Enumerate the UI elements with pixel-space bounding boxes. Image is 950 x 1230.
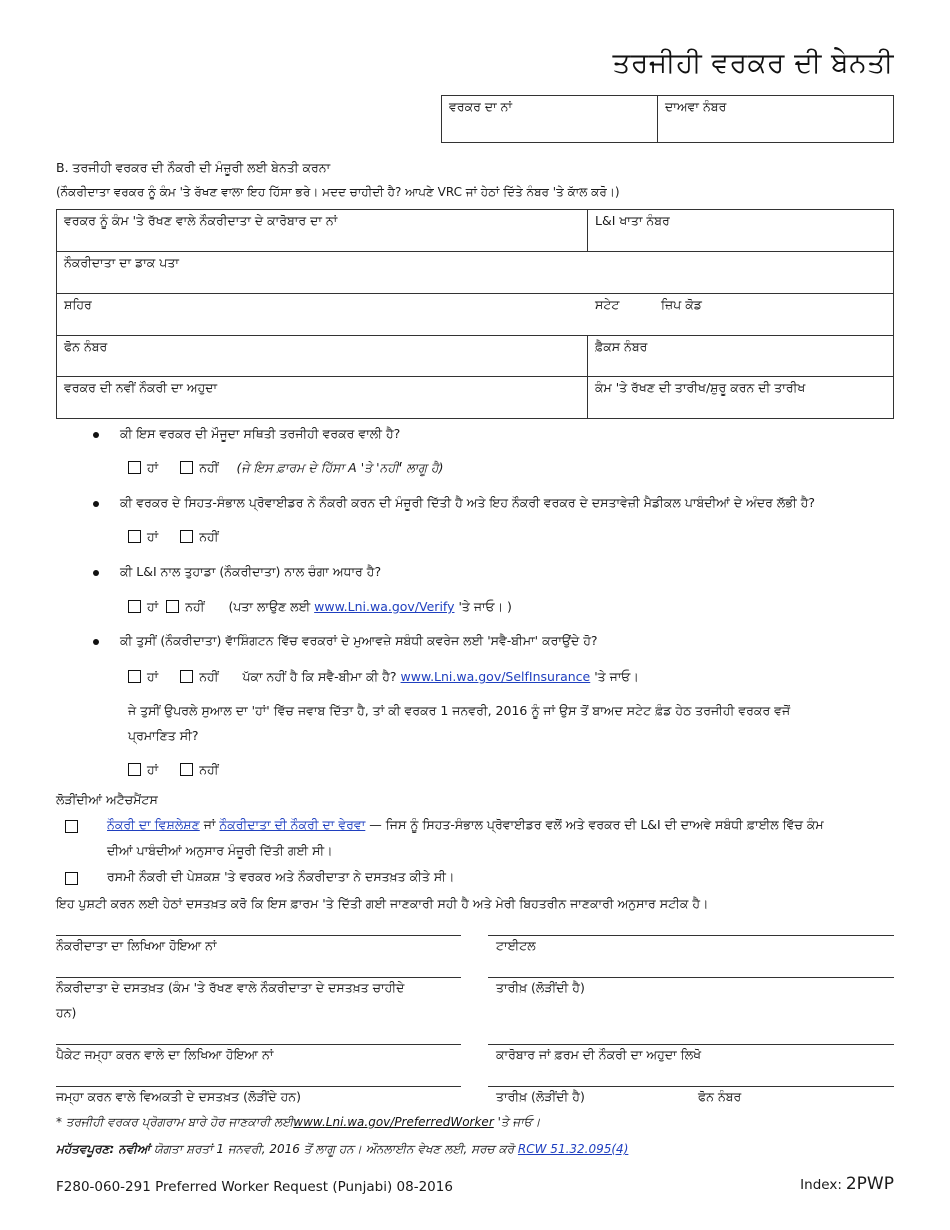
zip-label: ਜ਼ਿਪ ਕੋਡ — [661, 297, 702, 312]
date-field-1[interactable]: ਤਾਰੀਖ਼ (ਲੋੜੀਂਦੀ ਹੈ) — [496, 980, 585, 995]
li-account-label: L&I ਖਾਤਾ ਨੰਬਰ — [595, 213, 670, 228]
hire-date-label: ਕੰਮ 'ਤੇ ਰੱਖਣ ਦੀ ਤਾਰੀਖ/ਸ਼ੁਰੂ ਕਰਨ ਦੀ ਤਾਰੀਖ — [595, 380, 806, 395]
important-text: ਯੋਗਤਾ ਸ਼ਰਤਾਂ 1 ਜਨਵਰੀ, 2016 ਤੋਂ ਲਾਗੂ ਹਨ। ਔਨਲਾਈਨ ਵੇਖਣ ਲਈ, ਸਰਚ ਕਰੋ — [153, 1142, 515, 1156]
q1-yes-label: ਹਾਂ — [147, 460, 159, 475]
hire-date-field[interactable] — [588, 377, 894, 419]
q4-yes-label: ਹਾਂ — [147, 669, 159, 684]
question-2: ਕੀ ਵਰਕਰ ਦੇ ਸਿਹਤ-ਸੰਭਾਲ ਪ੍ਰੋਵਾਈਡਰ ਨੇ ਨੌਕਰੀ ਕਰਨ ਦੀ ਮੰਜ਼ੂਰੀ ਦਿੱਤੀ ਹੈ ਅਤੇ ਇਹ ਨੌਕਰੀ ਵਰਕਰ ਦੇ ਦਸਤਾਵੇਜ਼ੀ ਮੈਡੀਕਲ ਪਾਬੰਦੀਆਂ ਦੇ ਅੰਦਰ ਲੱਭੀ ਹੈ? — [120, 495, 816, 510]
question-5-line-2: ਪ੍ਰਮਾਣਿਤ ਸੀ? — [128, 728, 199, 743]
divider — [488, 977, 894, 978]
q4-no-label: ਨਹੀਂ — [199, 669, 219, 684]
job-description-link[interactable]: ਨੌਕਰੀਦਾਤਾ ਦੀ ਨੌਕਰੀ ਦਾ ਵੇਰਵਾ — [219, 817, 366, 832]
job-title-label: ਵਰਕਰ ਦੀ ਨਵੀਂ ਨੌਕਰੀ ਦਾ ਅਹੁਦਾ — [64, 380, 218, 395]
index-label: Index: — [800, 1177, 842, 1193]
employer-signature-field[interactable]: ਨੌਕਰੀਦਾਤਾ ਦੇ ਦਸਤਖ਼ਤ (ਕੰਮ 'ਤੇ ਰੱਖਣ ਵਾਲੇ ਨੌਕਰੀਦਾਤਾ ਦੇ ਦਸਤਖ਼ਤ ਚਾਹੀਦੇ — [56, 980, 405, 995]
attachment-2-text: ਰਸਮੀ ਨੌਕਰੀ ਦੀ ਪੇਸ਼ਕਸ਼ 'ਤੇ ਵਰਕਰ ਅਤੇ ਨੌਕਰੀਦਾਤਾ ਨੇ ਦਸਤਖ਼ਤ ਕੀਤੇ ਸੀ। — [107, 869, 455, 884]
city-state-zip-row[interactable] — [57, 294, 894, 336]
q5-yes-checkbox[interactable] — [128, 763, 141, 776]
business-name-label: ਵਰਕਰ ਨੂੰ ਕੰਮ 'ਤੇ ਰੱਖਣ ਵਾਲੇ ਨੌਕਰੀਦਾਤਾ ਦੇ ਕਾਰੋਬਾਰ ਦਾ ਨਾਂ — [64, 213, 338, 228]
q2-yes-checkbox[interactable] — [128, 530, 141, 543]
divider — [56, 1086, 461, 1087]
li-account-field[interactable] — [588, 210, 894, 252]
worker-name-field[interactable] — [442, 96, 658, 143]
title-field[interactable]: ਟਾਈਟਲ — [496, 938, 536, 953]
city-label: ਸ਼ਹਿਰ — [64, 297, 92, 312]
q3-note-pre: (ਪਤਾ ਲਾਉਣ ਲਈ — [228, 599, 311, 614]
divider — [56, 1044, 461, 1045]
q3-yes-label: ਹਾਂ — [147, 599, 159, 614]
attachment-2-checkbox[interactable] — [65, 872, 78, 885]
fax-label: ਫ਼ੈਕਸ ਨੰਬਰ — [595, 339, 648, 354]
mailing-address-field[interactable] — [57, 252, 894, 294]
self-insurance-link[interactable]: www.Lni.wa.gov/SelfInsurance — [400, 669, 591, 684]
attachment-1-text — [107, 817, 897, 833]
phone-label: ਫੋਨ ਨੰਬਰ — [64, 339, 108, 354]
worker-claim-box — [441, 95, 894, 143]
divider — [488, 1044, 894, 1045]
question-2-answers — [128, 529, 218, 545]
question-4: ਕੀ ਤੁਸੀਂ (ਨੌਕਰੀਦਾਤਾ) ਵਾੱਸ਼ਿੰਗਟਨ ਵਿੱਚ ਵਰਕਰਾਂ ਦੇ ਮੁਆਵਜ਼ੇ ਸਬੰਧੀ ਕਵਰੇਜ ਲਈ 'ਸਵੈ-ਬੀਮਾ' ਕਰਾਉਂਦੇ ਹੋ? — [120, 633, 598, 648]
business-job-title-field[interactable]: ਕਾਰੋਬਾਰ ਜਾਂ ਫ਼ਰਮ ਦੀ ਨੌਕਰੀ ਦਾ ਅਹੁਦਾ ਲਿਖੋ — [496, 1047, 702, 1062]
divider — [488, 935, 894, 936]
question-5-answers — [128, 762, 218, 778]
bullet — [93, 639, 99, 645]
bullet — [93, 501, 99, 507]
q3-yes-checkbox[interactable] — [128, 600, 141, 613]
q2-no-label: ਨਹੀਂ — [199, 529, 219, 544]
q4-yes-checkbox[interactable] — [128, 670, 141, 683]
attachment-1-checkbox[interactable] — [65, 820, 78, 833]
job-title-field[interactable] — [57, 377, 588, 419]
q1-note: (ਜੇ ਇਸ ਫ਼ਾਰਮ ਦੇ ਹਿੱਸਾ A 'ਤੇ 'ਨਹੀਂ' ਲਾਗੂ ਹੈ) — [236, 460, 444, 475]
mailing-address-label: ਨੌਕਰੀਦਾਤਾ ਦਾ ਡਾਕ ਪਤਾ — [64, 255, 179, 270]
q1-no-checkbox[interactable] — [180, 461, 193, 474]
q1-yes-checkbox[interactable] — [128, 461, 141, 474]
question-1-answers — [128, 460, 443, 476]
form-id: F280-060-291 Preferred Worker Request (Punjabi) 08-2016 — [56, 1179, 453, 1195]
phone-field[interactable] — [57, 336, 588, 377]
employer-printed-name-field[interactable]: ਨੌਕਰੀਦਾਤਾ ਦਾ ਲਿਖਿਆ ਹੋਇਆ ਨਾਂ — [56, 938, 217, 953]
employer-info-table — [56, 209, 894, 419]
more-info-note — [56, 1115, 540, 1130]
job-analysis-link[interactable]: ਨੌਕਰੀ ਦਾ ਵਿਸ਼ਲੇਸ਼ਣ — [107, 817, 200, 832]
bullet — [93, 432, 99, 438]
attachments-heading: ਲੋੜੀਂਦੀਆਂ ਅਟੈਚਮੈਂਟਸ — [56, 792, 158, 807]
q2-yes-label: ਹਾਂ — [147, 529, 159, 544]
submitter-signature-field[interactable]: ਜਮ੍ਹਾ ਕਰਨ ਵਾਲੇ ਵਿਅਕਤੀ ਦੇ ਦਸਤਖ਼ਤ (ਲੋੜੀਂਦੇ ਹਨ) — [56, 1089, 301, 1104]
q4-note-pre: ਪੱਕਾ ਨਹੀਂ ਹੈ ਕਿ ਸਵੈ-ਬੀਮਾ ਕੀ ਹੈ? — [242, 669, 397, 684]
q5-no-checkbox[interactable] — [180, 763, 193, 776]
question-5-line-1: ਜੇ ਤੁਸੀਂ ਉਪਰਲੇ ਸੁਆਲ ਦਾ 'ਹਾਂ' ਵਿੱਚ ਜਵਾਬ ਦਿੱਤਾ ਹੈ, ਤਾਂ ਕੀ ਵਰਕਰ 1 ਜਨਵਰੀ, 2016 ਨੂੰ ਜਾਂ ਉਸ ਤੋਂ ਬਾਅਦ ਸਟੇਟ ਫ਼ੰਡ ਹੇਠ ਤਰਜੀਹੀ ਵਰਕਰ ਵਜੋਂ — [128, 703, 791, 718]
business-name-field[interactable] — [57, 210, 588, 252]
phone-number-field[interactable]: ਫੋਨ ਨੰਬਰ — [698, 1089, 742, 1104]
page-title: ਤਰਜੀਹੀ ਵਰਕਰ ਦੀ ਬੇਨਤੀ — [612, 46, 894, 79]
question-3-answers — [128, 599, 512, 615]
divider — [56, 977, 461, 978]
q3-note-post: 'ਤੇ ਜਾਓ। ) — [458, 599, 512, 614]
attachment-1-desc: — ਜਿਸ ਨੂੰ ਸਿਹਤ-ਸੰਭਾਲ ਪ੍ਰੋਵਾਈਡਰ ਵਲੋਂ ਅਤੇ ਵਰਕਰ ਦੀ L&I ਦੀ ਦਾਅਵੇ ਸਬੰਧੀ ਫ਼ਾਈਲ ਵਿੱਚ ਕੰਮ — [369, 817, 824, 832]
more-info-post: 'ਤੇ ਜਾਓ। — [497, 1115, 541, 1129]
index-value: 2PWP — [845, 1174, 894, 1194]
attachment-1-desc-2: ਦੀਆਂ ਪਾਬੰਦੀਆਂ ਅਨੁਸਾਰ ਮੰਜ਼ੂਰੀ ਦਿੱਤੀ ਗਈ ਸੀ। — [107, 843, 333, 858]
claim-number-label: ਦਾਅਵਾ ਨੰਬਰ — [665, 99, 727, 114]
question-1: ਕੀ ਇਸ ਵਰਕਰ ਦੀ ਮੌਜੂਦਾ ਸਥਿਤੀ ਤਰਜੀਹੀ ਵਰਕਰ ਵਾਲੀ ਹੈ? — [120, 426, 401, 441]
q1-no-label: ਨਹੀਂ — [199, 460, 219, 475]
q5-yes-label: ਹਾਂ — [147, 762, 159, 777]
attachment-1-or: ਜਾਂ — [203, 817, 216, 832]
divider — [56, 935, 461, 936]
bullet — [93, 570, 99, 576]
important-label: ਮਹੱਤਵਪੂਰਣ: ਨਵੀਆਂ — [56, 1142, 151, 1156]
q3-no-checkbox[interactable] — [166, 600, 179, 613]
claim-number-field[interactable] — [658, 96, 894, 143]
q2-no-checkbox[interactable] — [180, 530, 193, 543]
verify-link[interactable]: www.Lni.wa.gov/Verify — [314, 599, 455, 614]
rcw-link[interactable]: RCW 51.32.095(4) — [517, 1142, 629, 1156]
question-4-answers — [128, 669, 639, 685]
q5-no-label: ਨਹੀਂ — [199, 762, 219, 777]
worker-name-label: ਵਰਕਰ ਦਾ ਨਾਂ — [449, 99, 512, 114]
more-info-pre: * ਤਰਜੀਹੀ ਵਰਕਰ ਪ੍ਰੋਗਰਾਮ ਬਾਰੇ ਹੋਰ ਜਾਣਕਾਰੀ ਲਈ — [56, 1115, 294, 1129]
state-label: ਸਟੇਟ — [595, 297, 620, 312]
section-b-subheading: (ਨੌਕਰੀਦਾਤਾ ਵਰਕਰ ਨੂੰ ਕੰਮ 'ਤੇ ਰੱਖਣ ਵਾਲਾ ਇਹ ਹਿੱਸਾ ਭਰੇ। ਮਦਦ ਚਾਹੀਦੀ ਹੈ? ਆਪਣੇ VRC ਜਾਂ ਹੇਠਾਂ ਦਿੱਤੇ ਨੰਬਰ 'ਤੇ ਕਾੱਲ ਕਰੋ।) — [56, 185, 620, 199]
employer-signature-field-cont: ਹਨ) — [56, 1005, 77, 1020]
question-3: ਕੀ L&I ਨਾਲ ਤੁਹਾਡਾ (ਨੌਕਰੀਦਾਤਾ) ਨਾਲ ਚੰਗਾ ਅਧਾਰ ਹੈ? — [120, 564, 382, 579]
preferred-worker-link[interactable]: www.Lni.wa.gov/PreferredWorker — [293, 1115, 494, 1129]
date-field-2[interactable]: ਤਾਰੀਖ਼ (ਲੋੜੀਂਦੀ ਹੈ) — [496, 1089, 585, 1104]
section-b-heading: B. ਤਰਜੀਹੀ ਵਰਕਰ ਦੀ ਨੌਕਰੀ ਦੀ ਮੰਜ਼ੂਰੀ ਲਈ ਬੇਨਤੀ ਕਰਨਾ — [56, 160, 331, 175]
important-note — [56, 1142, 628, 1157]
certify-statement: ਇਹ ਪੁਸ਼ਟੀ ਕਰਨ ਲਈ ਹੇਠਾਂ ਦਸਤਖ਼ਤ ਕਰੋ ਕਿ ਇਸ ਫ਼ਾਰਮ 'ਤੇ ਦਿੱਤੀ ਗਈ ਜਾਣਕਾਰੀ ਸਹੀ ਹੈ ਅਤੇ ਮੇਰੀ ਬਿਹਤਰੀਨ ਜਾਣਕਾਰੀ ਅਨੁਸਾਰ ਸਟੀਕ ਹੈ। — [56, 896, 709, 911]
q4-note-post: 'ਤੇ ਜਾਓ। — [594, 669, 639, 684]
q4-no-checkbox[interactable] — [180, 670, 193, 683]
divider — [488, 1086, 894, 1087]
index — [800, 1174, 894, 1194]
submitter-printed-name-field[interactable]: ਪੈਕੇਟ ਜਮ੍ਹਾ ਕਰਨ ਵਾਲੇ ਦਾ ਲਿਖਿਆ ਹੋਇਆ ਨਾਂ — [56, 1047, 274, 1062]
q3-no-label: ਨਹੀਂ — [185, 599, 205, 614]
fax-field[interactable] — [588, 336, 894, 377]
